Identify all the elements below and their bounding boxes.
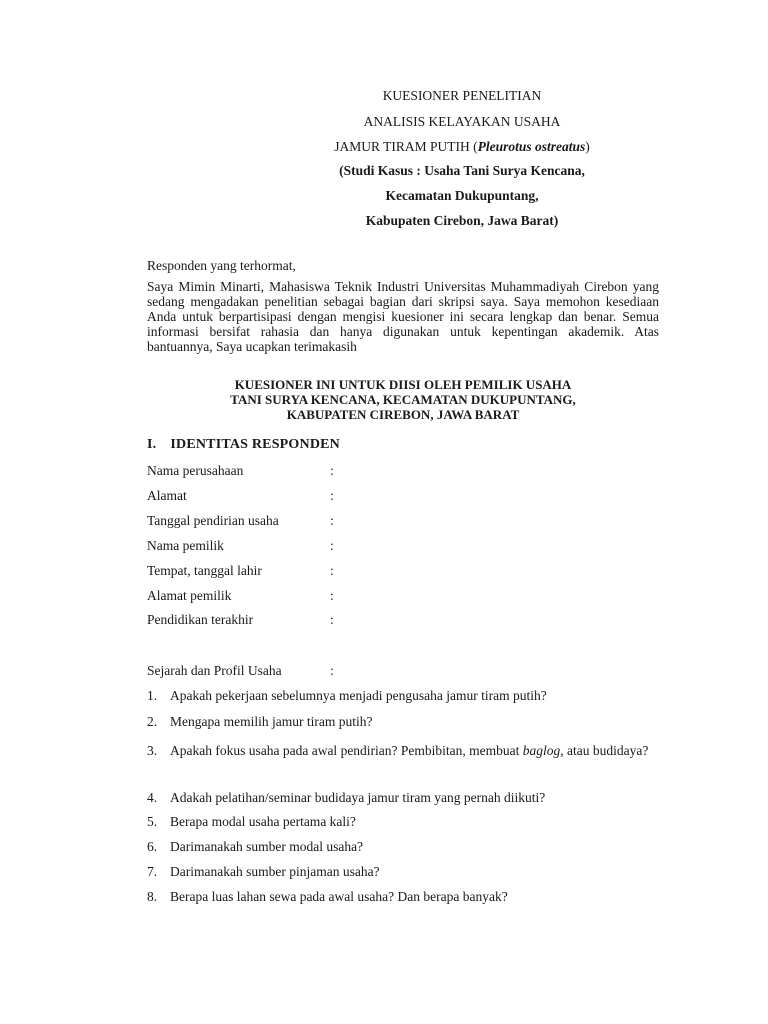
- field-tanggal-pendirian: Tanggal pendirian usaha :: [147, 513, 334, 528]
- title-line-1: KUESIONER PENELITIAN: [382, 88, 542, 103]
- question-8: 8. Berapa luas lahan sewa pada awal usaha? Dan berapa banyak?: [147, 889, 508, 904]
- question-1: 1. Apakah pekerjaan sebelumnya menjadi pengusaha jamur tiram putih?: [147, 688, 547, 703]
- title-line-3-prefix: JAMUR TIRAM PUTIH (: [334, 139, 478, 154]
- case-study-line-3: Kabupaten Cirebon, Jawa Barat): [365, 213, 559, 228]
- target-heading-line-3: KABUPATEN CIREBON, JAWA BARAT: [286, 407, 520, 422]
- title-line-3-suffix: ): [585, 139, 590, 154]
- target-heading-line-2: TANI SURYA KENCANA, KECAMATAN DUKUPUNTANG,: [230, 392, 576, 407]
- question-3: 3. Apakah fokus usaha pada awal pendirian? Pembibitan, membuat baglog, atau budidaya?: [147, 743, 649, 758]
- target-heading-line-1: KUESIONER INI UNTUK DIISI OLEH PEMILIK USAHA: [234, 377, 572, 392]
- baglog-term: baglog: [522, 743, 561, 758]
- case-study-line-1: (Studi Kasus : Usaha Tani Surya Kencana,: [339, 163, 585, 178]
- section-number: I.: [147, 437, 157, 452]
- question-6: 6. Darimanakah sumber modal usaha?: [147, 839, 364, 854]
- field-tempat-tanggal-lahir: Tempat, tanggal lahir :: [147, 563, 334, 578]
- section-heading: [147, 437, 340, 453]
- case-study-line-2: Kecamatan Dukupuntang,: [385, 188, 539, 203]
- species-latin-name: Pleurotus ostreatus: [477, 139, 586, 154]
- field-alamat-pemilik: Alamat pemilik :: [147, 588, 334, 603]
- title-line-2: ANALISIS KELAYAKAN USAHA: [363, 114, 561, 129]
- history-heading: Sejarah dan Profil Usaha :: [147, 663, 334, 678]
- field-nama-perusahaan: Nama perusahaan :: [147, 463, 334, 478]
- field-alamat: Alamat :: [147, 488, 334, 503]
- title-line-3: [262, 139, 662, 155]
- question-5: 5. Berapa modal usaha pertama kali?: [147, 814, 356, 829]
- field-pendidikan-terakhir: Pendidikan terakhir :: [147, 612, 334, 627]
- intro-paragraph: Saya Mimin Minarti, Mahasiswa Teknik Industri Universitas Muhammadiyah Cirebon yang sedang mengadakan penelitian sebagai bagian dari skripsi saya. Saya memohon kesediaan Anda untuk berpartisipasi dengan mengisi kuesioner ini secara lengkap dan benar. Semua informasi bersifat rahasia dan hanya digunakan untuk kepentingan akademik. Atas bantuannya, Saya ucapkan terimakasih: [147, 279, 659, 354]
- question-4: 4. Adakah pelatihan/seminar budidaya jamur tiram yang pernah diikuti?: [147, 790, 546, 805]
- question-7: 7. Darimanakah sumber pinjaman usaha?: [147, 864, 380, 879]
- field-nama-pemilik: Nama pemilik :: [147, 538, 334, 553]
- greeting: Responden yang terhormat,: [147, 258, 296, 273]
- question-2: 2. Mengapa memilih jamur tiram putih?: [147, 714, 373, 729]
- section-title: IDENTITAS RESPONDEN: [170, 437, 340, 452]
